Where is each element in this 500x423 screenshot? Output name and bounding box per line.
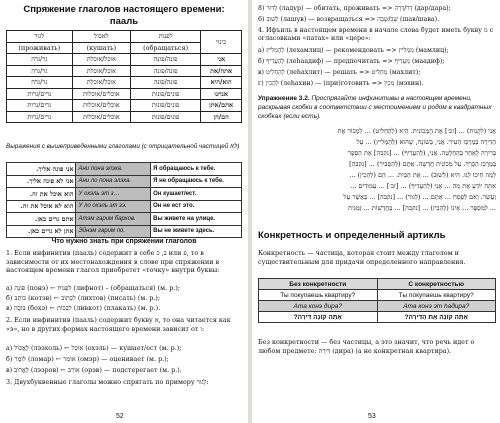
- exercise-line: בְּמֶרְכַּז הַכְּרָךְ. עַל מְכוֹנִית חֲדָשָׁה. אֲתֶם (לְהַסְבִּיר) ... [נקבה]: [349, 160, 496, 168]
- example-translation: Вы не живете здесь.: [151, 225, 242, 238]
- example-line: 8) לָדוּר (ладур) — обитать, проживать => דָּר/דָּרָה (дар/дара);: [258, 5, 451, 12]
- table-cell: פונה/פונה: [131, 77, 201, 89]
- table-cell: אוכל/אוכלת: [72, 65, 130, 77]
- example-translation: Вы живете на улице.: [151, 213, 242, 226]
- section-title: Что нужно знать при спряжении глаголов: [51, 238, 197, 245]
- exercise-text: Проспрягайте инфинитивы в настоящем времени, раскрывая скобки в соответствии с местоимением и родом в квадратных скобках (если есть).: [258, 95, 492, 120]
- table-row: [7, 213, 242, 226]
- paragraph: 3. Двухбуквенные глаголы можно спрягать по примеру לָגוּר:: [6, 378, 209, 386]
- page-number: 53: [368, 413, 376, 420]
- example-hebrew: אני פונה אליך.: [7, 163, 76, 176]
- table-row: [7, 188, 242, 201]
- example-hebrew: הוא אוכל את זה.: [7, 188, 76, 201]
- example-transliteration: Ани ло пона элэха.: [76, 175, 151, 188]
- table-cell: גר/גרה: [7, 54, 73, 66]
- example-line: 6) לָשׁוּב (лашув) — возвращаться => שָׁב/שָׁבָה (шав/шава).: [258, 16, 440, 23]
- example-transliteration: Ани пона элэха.: [76, 163, 151, 176]
- table-row: [259, 301, 496, 312]
- table-row: [7, 88, 242, 100]
- table-cell: פונה/פונה: [131, 54, 201, 66]
- page-subtitle: пааль: [109, 16, 139, 27]
- page-title: Спряжение глаголов настоящего времени:: [23, 4, 225, 15]
- table-row: [259, 312, 496, 323]
- table-header: כינוי: [201, 31, 242, 54]
- table-cell: אוכלים/אוכלות: [72, 111, 130, 123]
- table-cell: אַתָּה קוֹנֶה דִּירָה?: [259, 312, 378, 323]
- example-transliteration: У охэль эт з…: [76, 188, 151, 201]
- table-cell: פונים/פונות: [131, 111, 201, 123]
- table-cell: אתה/את: [201, 65, 242, 77]
- table-header-translation: (проживать): [7, 42, 73, 54]
- example-line: г) לְהָכִין (леhахин) — (при)готовить => מֵכִין (мэхин).: [258, 80, 424, 87]
- exercise-line: אֲנִי (לִקְנוֹת) ... [זכ׳] אֶת הַמְּכוֹנִית. הִיא (לְהַחְלִיט) ... לִמְכּוֹר אֶת: [337, 127, 496, 135]
- table-row: [7, 77, 242, 89]
- example-translation: Я обращаюсь к тебе.: [151, 163, 242, 176]
- table-header-row: [7, 31, 242, 43]
- table-row: [7, 225, 242, 238]
- table-cell: אתם/אתן: [201, 100, 242, 112]
- table-cell: אני: [201, 54, 242, 66]
- table-header-row: [259, 279, 496, 290]
- table-cell: Ата конэ дира?: [259, 301, 378, 312]
- example-line: б) לְהַעֲדִיף (леhаадиф) — предпочитать => מַעֲדִיף (маадиф);: [258, 58, 445, 65]
- exercise-block: [258, 94, 496, 121]
- table-cell: Ты покупаешь квартиру?: [377, 290, 496, 301]
- left-page: [0, 0, 248, 423]
- table-cell: Ата конэ эт hадира?: [377, 301, 496, 312]
- table-cell: גרים/גרות: [7, 111, 73, 123]
- example-transliteration: У ло охэль эт зэ.: [76, 200, 151, 213]
- examples-table: [6, 162, 242, 238]
- exercise-line: וַעֲשָׂר. וְאִם לְפֶסַח ... אַתֶּם ... (לָגוּר) ... [נקבה] ... בַּאֲשֶׁר עַל: [343, 193, 496, 201]
- table-row: [7, 111, 242, 123]
- table-header: לפנות: [131, 31, 201, 43]
- table-header-translation: (кушать): [72, 42, 130, 54]
- table-cell: אוכלים/אוכלות: [72, 100, 130, 112]
- table-cell: גר/גרה: [7, 65, 73, 77]
- example-hebrew: אני לא פונה אליך.: [7, 175, 76, 188]
- exercise-line: בְּרִירָה לְאַחֵר בְּהַחְלָטָה. אֲנִי, (לְהַעֲדִיף) ... [נקבה] אֶת הַסֵּפֶר: [347, 149, 496, 157]
- section-title: Конкретность и определенный артикль: [258, 230, 446, 241]
- example-line: б) לוֹמַר (ломар) ← אוֹמֵר (омэр) — оценивает (м. р.);: [6, 355, 169, 363]
- paragraph: 4. Ифъиль в настоящем времени в начале слова будет иметь букву מ с огласовками «патах» или «цере»:: [258, 27, 494, 43]
- table-cell: הוא/היא: [201, 77, 242, 89]
- table-header-translation: (обращаться): [131, 42, 201, 54]
- table-cell: אוכלים/אוכלות: [72, 88, 130, 100]
- table-cell: הם/הן: [201, 111, 242, 123]
- table-cell: גרים/גרות: [7, 100, 73, 112]
- example-line: а) לְהַמְלִיץ (лехамлиц) — рекомендовать => מַמְלִיץ (мамлиц);: [258, 47, 449, 54]
- table-row: [7, 163, 242, 176]
- exercise-line: אַתָּה יוֹדֵעַ אֶת מָה ... אֲנִי (לְהַעֲדִיף) ... [זכ׳] ... עַמּוּדִים ...: [350, 182, 496, 190]
- conjugation-table: [6, 30, 242, 123]
- exercise-line: הַדִּירָה בְּמֶרְכַּז הָעִיר. אֲנִי, בְּשׁוֹנֶה, שֶׁהוּא (לְהַמְלִיץ) ... עַל: [356, 138, 496, 146]
- example-line: в) לֶאֱרוֹב (лээров) ← אוֹרֵב (орэв) — подстерегает (м. р.).: [6, 366, 182, 374]
- paragraph: Без конкретности — без частицы, а это значит, что речь идет о любом предмете: דִּירָה (дира) (а не конкретная квартира).: [258, 338, 475, 355]
- article-table: [258, 278, 496, 323]
- table-header: С конкретностью: [377, 279, 496, 290]
- page-number: 52: [116, 413, 124, 420]
- example-translation: Я не обращаюсь к тебе.: [151, 175, 242, 188]
- table-row: [7, 200, 242, 213]
- table-cell: אוכל/אוכלת: [72, 54, 130, 66]
- example-hebrew: אתן לא גרים כאן.: [7, 225, 76, 238]
- table-cell: פונה/פונה: [131, 65, 201, 77]
- example-translation: Он не ест это.: [151, 200, 242, 213]
- table-cell: Ты покупаешь квартиру?: [259, 290, 378, 301]
- table-row: [7, 54, 242, 66]
- table-cell: גרים/גרות: [7, 88, 73, 100]
- table-row: [259, 290, 496, 301]
- right-page: [252, 0, 500, 423]
- paragraph: 1. Если инфинитив (пааль) содержит в себе ב, כ или פ, то в зависимости от их местонахождения в слове при спряжении в настоящем времени глагол приобретет «точку» внутри буквы:: [6, 249, 220, 275]
- table-row: [7, 65, 242, 77]
- table-cell: אוכל/אוכלת: [72, 77, 130, 89]
- example-transliteration: Атэм гарим бархов.: [76, 213, 151, 226]
- example-line: в) לְהַחְלִיט (леhахлит) — решать => מַחְלִיט (махлит);: [258, 69, 421, 76]
- example-hebrew: הוא לא אוכל את זה.: [7, 200, 76, 213]
- example-translation: Он кушает/ест.: [151, 188, 242, 201]
- exercise-line: לְמַה חֵיכוּ לָנוּ. הִיא (לָשׁוּב) ... אֶת הַבַּיִת. ... הֵם (לְהָכִין) ...: [349, 171, 496, 179]
- table-cell: אַתָּה קוֹנֶה אֶת הַדִּירָה?: [377, 312, 496, 323]
- table-cell: פונים/פונות: [131, 100, 201, 112]
- example-hebrew: אתם גרים כאן.: [7, 213, 76, 226]
- table-cell: אנחנו: [201, 88, 242, 100]
- exercise-label: Упражнение 3.2.: [258, 95, 310, 102]
- table-header: לאכול: [72, 31, 130, 43]
- example-transliteration: Эйнэм гарим по.: [76, 225, 151, 238]
- table-row: [7, 100, 242, 112]
- paragraph: Конкретность — частица, которая стоит между глаголом и существительным для придачи определенного направления.: [258, 249, 466, 266]
- table-cell: גר/גרה: [7, 77, 73, 89]
- table-header: Без конкретности: [259, 279, 378, 290]
- example-line: а) לֶאֱכוֹל (лээхоль) ← אוֹכֵל (охэль) — кушает/ест (м. р.);: [6, 344, 182, 352]
- example-line: б) כּוֹתֵב (котэв) ← לִכְתּוֹב (лихтов) (писать) (м. р.);: [6, 294, 161, 302]
- exercise-line: ... לְמִסְפָּר ... אֵינוֹ (לְהָבִין) ... [נקבה] ... בַּחֲדָשׁוֹת ... זְמַנִּית: [348, 204, 496, 212]
- example-line: а) פּוֹנֶה (понэ) ← לִפְנוֹת (лифнот) – (обращаться) (м. р.);: [6, 284, 180, 292]
- example-line: в) בּוֹכֶה (бохэ) ← לִבְכּוֹת (ливкот) (плакать) (м. р.).: [6, 304, 161, 312]
- paragraph: 2. Если инфинитив (пааль) содержит букву א, то она читается как «э», но в других формах настоящего времени зависит от ו:: [6, 316, 231, 333]
- table-row: [7, 175, 242, 188]
- table-header: לגור: [7, 31, 73, 43]
- examples-note: Выражения с вышеприведенными глаголами (с отрицательной частицей לֹא): [6, 143, 240, 150]
- table-cell: פונים/פונות: [131, 88, 201, 100]
